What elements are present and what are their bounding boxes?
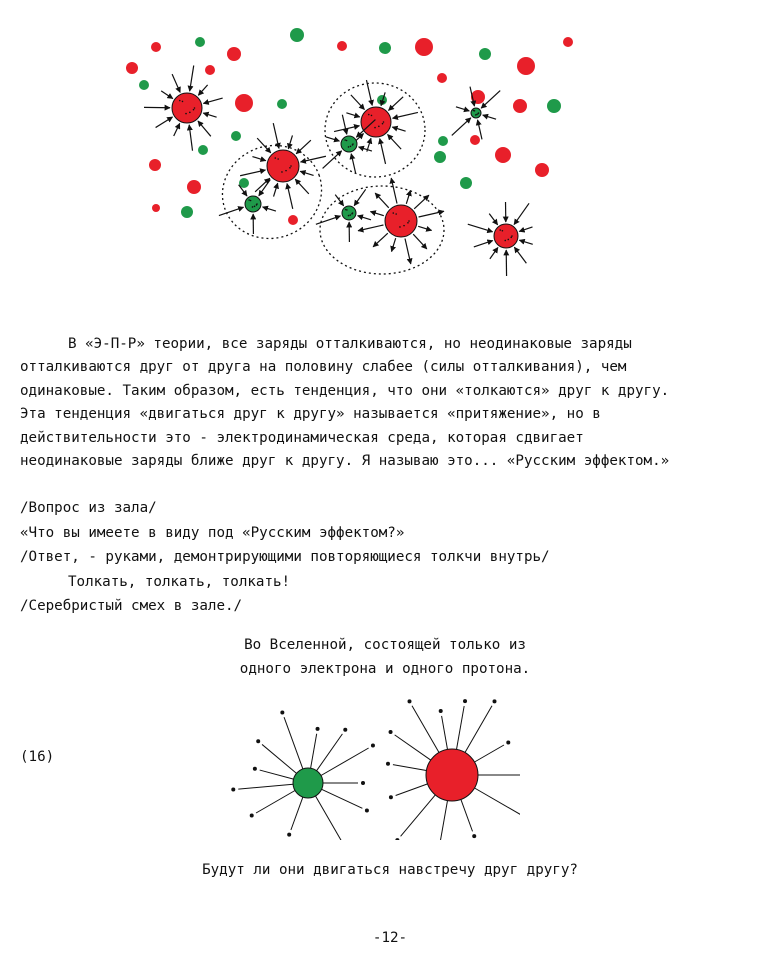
paragraph-line: одинаковые. Таким образом, есть тенденция, что они «толкаются» друг к другу. (20, 382, 670, 399)
proton-dot (235, 94, 253, 112)
electron-dot (434, 151, 446, 163)
electron-dot (460, 177, 472, 189)
proton-star (386, 699, 520, 840)
proton-dot (470, 135, 480, 145)
caption-line: одного электрона и одного протона. (239, 661, 531, 677)
paragraph-line: В «Э-П-Р» теории, все заряды отталкиваются, но неодинаковые заряды (68, 336, 632, 352)
electron-dot (277, 99, 287, 109)
proton-dot (495, 147, 511, 163)
proton-star (144, 66, 223, 151)
proton-dot (535, 163, 549, 177)
electron-star (231, 711, 375, 840)
proton-dot (415, 38, 433, 56)
electron-star (219, 179, 276, 234)
dialog-line: /Ответ, - руками, демонтрирующими повторяющиеся толкчи внутрь/ (20, 549, 550, 565)
caption-line: Во Вселенной, состоящей только из (244, 637, 526, 653)
electron-dot (181, 206, 193, 218)
page-number: -12- (372, 930, 408, 946)
proton-dot (337, 41, 347, 51)
electron-dot (547, 99, 561, 113)
proton-dot (149, 159, 161, 171)
audience-dialog (20, 496, 750, 619)
proton-dot (563, 37, 573, 47)
electron-dot (139, 80, 149, 90)
electron-proton-illustration (220, 680, 520, 840)
figure-number: (16) (20, 749, 55, 765)
proton-dot (205, 65, 215, 75)
proton-star (468, 202, 533, 276)
charge-field-illustration (120, 20, 600, 280)
electron-dot (198, 145, 208, 155)
scattered-charges (126, 28, 573, 225)
proton-dot (437, 73, 447, 83)
electron-dot (195, 37, 205, 47)
electron-star (316, 189, 371, 242)
proton-dot (151, 42, 161, 52)
proton-dot (152, 204, 160, 212)
electron-dot (290, 28, 304, 42)
paragraph-line: Эта тенденция «двигаться друг к другу» называется «притяжение», но в (20, 406, 601, 423)
electron-dot (438, 136, 448, 146)
paragraph-line: отталкиваются друг от друга на половину слабее (силы отталкивания), чем (20, 359, 627, 376)
paragraph-line: неодинаковые заряды ближе друг к другу. Я называю это... «Русским эффектом.» (20, 453, 670, 470)
closing-question: Будут ли они двигаться навстречу друг другу? (202, 862, 578, 878)
dialog-line: /Серебристый смех в зале./ (20, 598, 243, 614)
dialog-line: /Вопрос из зала/ (20, 500, 157, 516)
proton-dot (517, 57, 535, 75)
explanation-paragraph (20, 333, 750, 473)
electron-dot (379, 42, 391, 54)
proton-dot (288, 215, 298, 225)
electron-dot (231, 131, 241, 141)
figure-caption (160, 633, 610, 681)
paragraph-line: действительности это - электродинамическая среда, которая сдвигает (20, 429, 584, 446)
dialog-line: «Что вы имеете в виду под «Русским эффектом?» (20, 524, 405, 541)
proton-star (358, 178, 444, 264)
proton-dot (227, 47, 241, 61)
proton-dot (126, 62, 138, 74)
proton-dot (513, 99, 527, 113)
domain-boundary (209, 132, 334, 253)
proton-dot (187, 180, 201, 194)
dialog-line: Толкать, толкать, толкать! (68, 573, 291, 590)
electron-dot (479, 48, 491, 60)
